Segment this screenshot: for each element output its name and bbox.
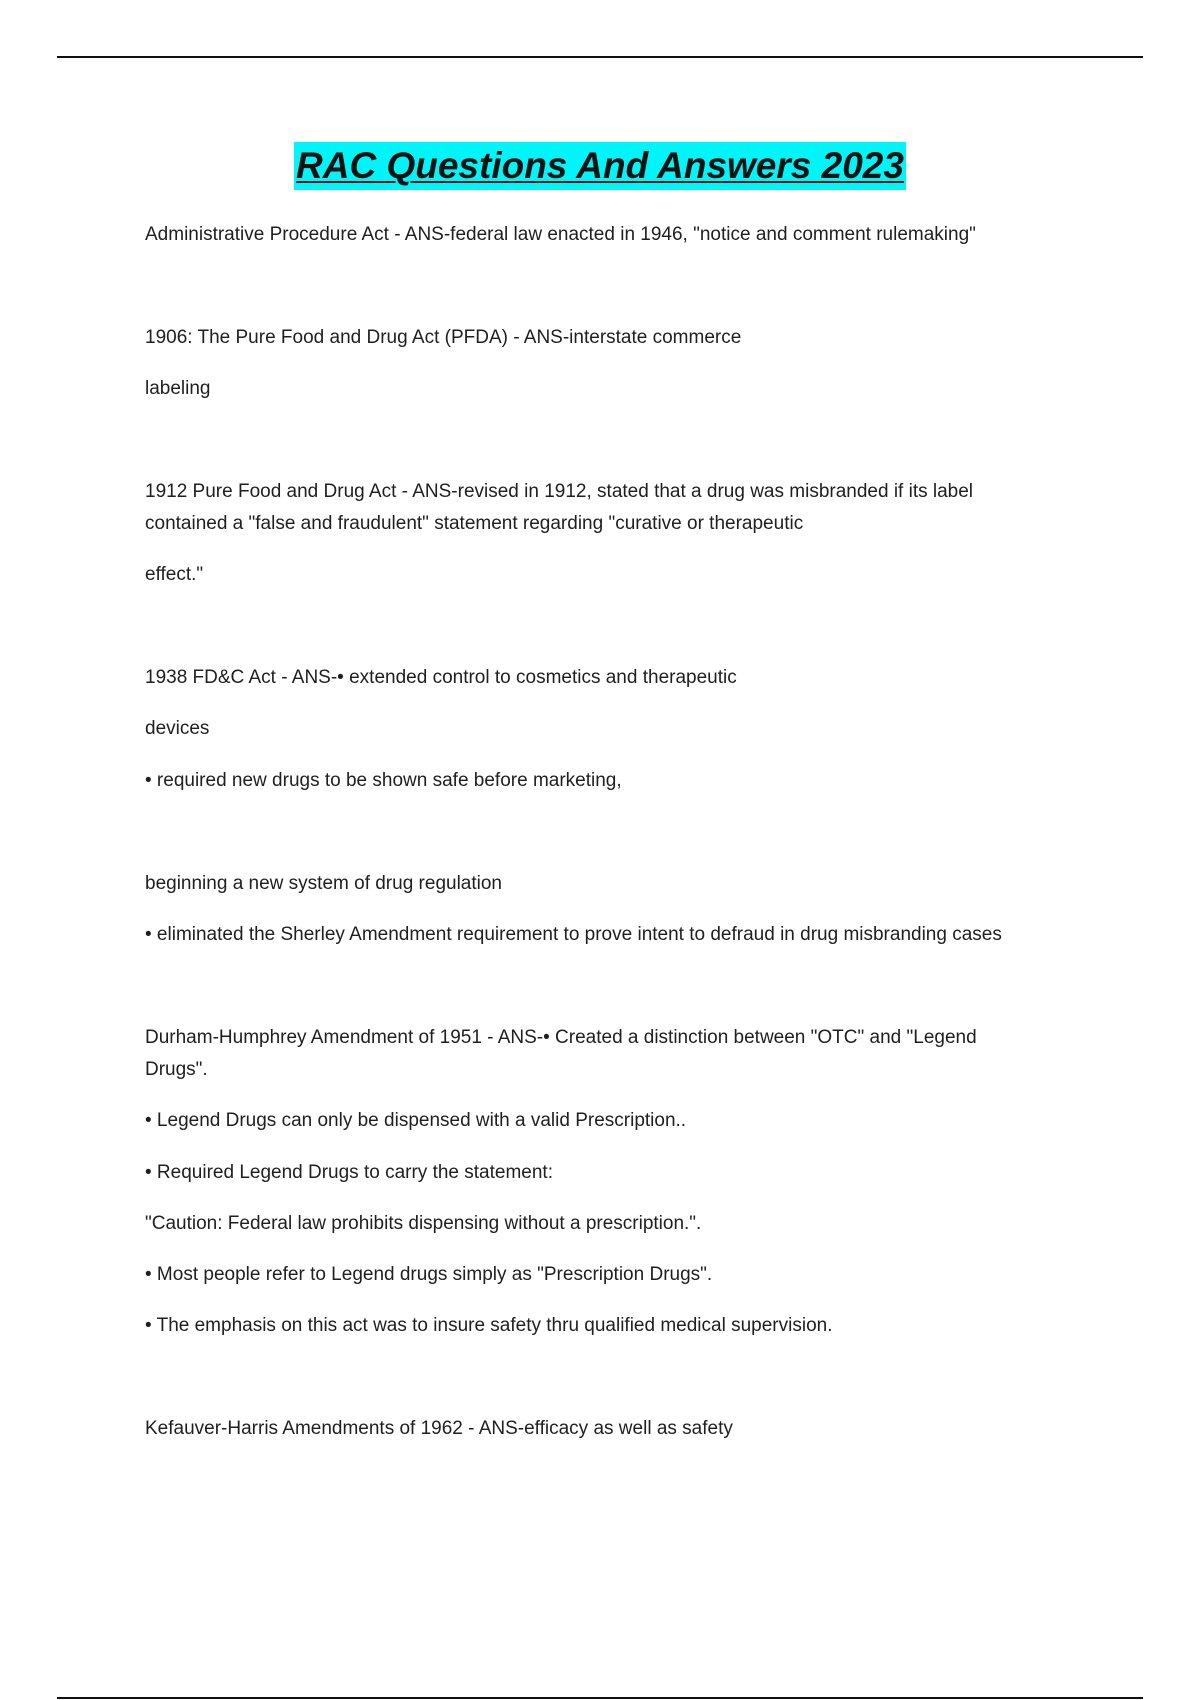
- text-line: contained a "false and fraudulent" statement regarding "curative or therapeutic: [145, 513, 804, 534]
- text-line: • Required Legend Drugs to carry the statement:: [145, 1162, 553, 1183]
- text-line: Kefauver-Harris Amendments of 1962 - ANS-efficacy as well as safety: [145, 1418, 733, 1439]
- text-line: effect.": [145, 564, 204, 585]
- text-line: • Legend Drugs can only be dispensed with a valid Prescription..: [145, 1110, 687, 1131]
- text-line: "Caution: Federal law prohibits dispensing without a prescription.".: [145, 1213, 702, 1234]
- text-line: • required new drugs to be shown safe before marketing,: [145, 770, 622, 791]
- document-title: RAC Questions And Answers 2023: [294, 142, 906, 190]
- text-line: • Most people refer to Legend drugs simply as "Prescription Drugs".: [145, 1264, 713, 1285]
- text-line: Drugs".: [145, 1059, 208, 1080]
- text-line: devices: [145, 718, 210, 739]
- title-container: [0, 142, 1200, 190]
- text-line: Durham-Humphrey Amendment of 1951 - ANS-• Created a distinction between "OTC" and "Legend: [145, 1027, 977, 1048]
- text-line: 1906: The Pure Food and Drug Act (PFDA) - ANS-interstate commerce: [145, 327, 742, 348]
- top-rule: [57, 56, 1143, 58]
- text-line: 1938 FD&C Act - ANS-• extended control to cosmetics and therapeutic: [145, 667, 737, 688]
- text-line: labeling: [145, 378, 211, 399]
- text-line: • The emphasis on this act was to insure safety thru qualified medical supervision.: [145, 1315, 833, 1336]
- text-line: Administrative Procedure Act - ANS-federal law enacted in 1946, "notice and comment rulemaking": [145, 224, 976, 245]
- text-line: beginning a new system of drug regulation: [145, 873, 503, 894]
- text-line: • eliminated the Sherley Amendment requirement to prove intent to defraud in drug misbranding cases: [145, 924, 1002, 945]
- text-line: 1912 Pure Food and Drug Act - ANS-revised in 1912, stated that a drug was misbranded if its label: [145, 481, 974, 502]
- bottom-rule: [57, 1697, 1143, 1699]
